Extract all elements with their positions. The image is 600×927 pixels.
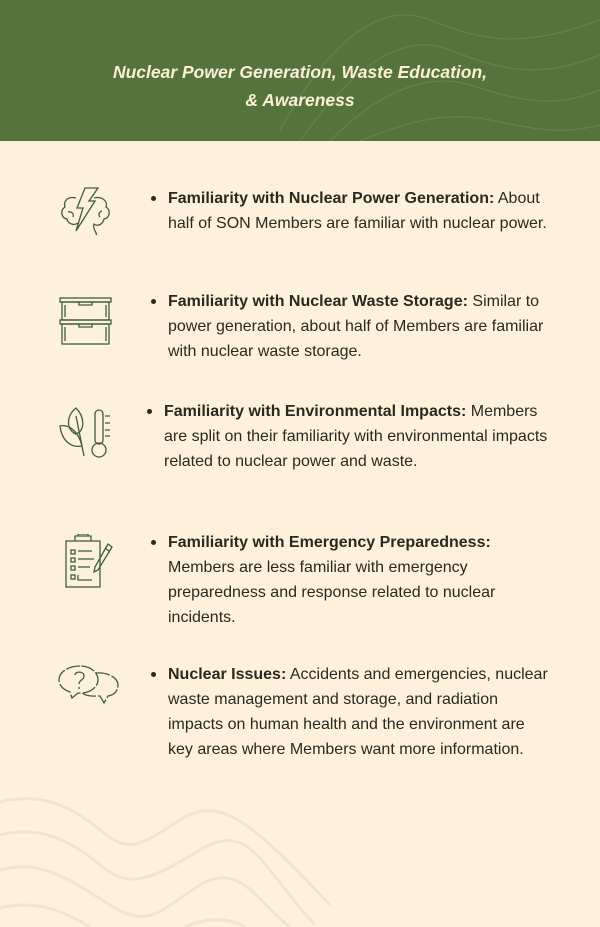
bullet — [151, 196, 156, 201]
question-speech-bubbles-icon — [58, 665, 120, 707]
item-heading: Familiarity with Emergency Preparedness: — [168, 534, 491, 551]
bullet — [151, 540, 156, 545]
item-heading: Familiarity with Nuclear Power Generation: — [168, 190, 495, 207]
item-body: About half of SON Members are familiar with nuclear power. — [168, 190, 547, 232]
item-text — [168, 186, 553, 236]
item-heading: Nuclear Issues: — [168, 666, 287, 683]
item-body: Accidents and emergencies, nuclear waste management and storage, and radiation impacts on human health and the environment are key areas where Members want more information. — [168, 666, 548, 758]
title-line-1: Nuclear Power Generation, Waste Education, — [112, 62, 488, 82]
brain-lightning-icon — [58, 186, 114, 238]
bullet — [151, 299, 156, 304]
bullet — [151, 672, 156, 677]
item-body: Members are split on their familiarity with environmental impacts related to nuclear power and waste. — [164, 403, 548, 470]
header-banner — [0, 0, 600, 141]
decorative-bottom-waves — [0, 780, 600, 927]
leaf-thermometer-icon — [58, 406, 114, 462]
title-line-2: & Awareness — [245, 90, 355, 110]
item-text — [168, 289, 558, 364]
item-body: Members are less familiar with emergency preparedness and response related to nuclear incidents. — [168, 559, 496, 626]
item-heading: Familiarity with Environmental Impacts: — [164, 403, 467, 420]
page-title — [0, 58, 600, 114]
item-text — [168, 530, 553, 630]
item-heading: Familiarity with Nuclear Waste Storage: — [168, 293, 468, 310]
item-body: Similar to power generation, about half of Members are familiar with nuclear waste storage. — [168, 293, 544, 360]
clipboard-checklist-icon — [64, 534, 116, 590]
bullet — [147, 409, 152, 414]
item-text — [168, 662, 553, 762]
item-text — [164, 399, 559, 474]
drawers-cabinet-icon — [59, 297, 114, 347]
